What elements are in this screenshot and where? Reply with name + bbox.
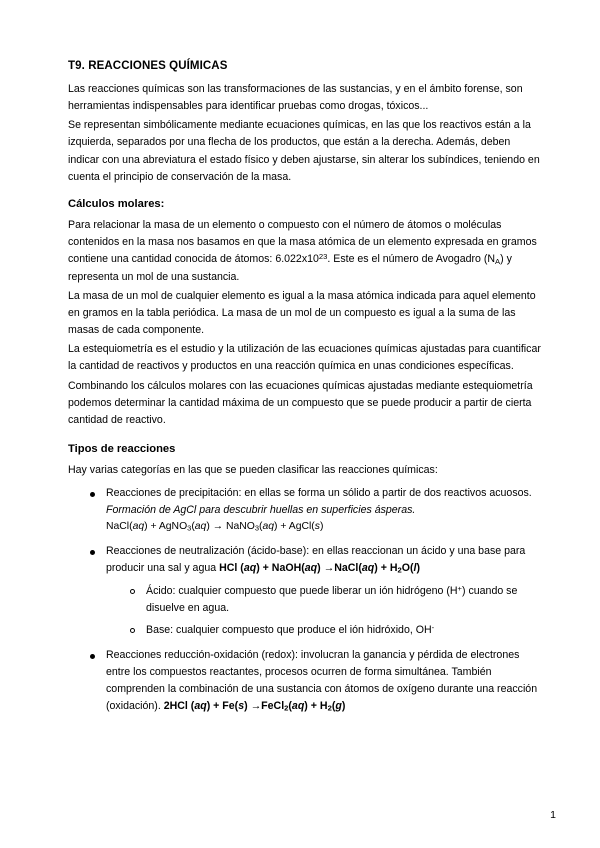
eq-part: ( <box>259 521 263 533</box>
eq-part: ( <box>331 699 336 712</box>
tipos-intro-paragraph: Hay varias categorías en las que se pueden clasificar las reacciones químicas: <box>68 464 438 477</box>
eq-part: ( <box>191 521 195 533</box>
eq-part: ) <box>341 699 346 712</box>
molar-p1-text-b: . Este es el número de Avogadro (N <box>327 253 496 266</box>
eq-state: aq <box>361 562 375 575</box>
precipitation-text: Reacciones de precipitación: en ellas se forma un sólido a partir de dos reactivos acuosos. <box>106 487 532 500</box>
list-item <box>90 543 544 639</box>
acido-text-b: ) cuando se disuelve en agua. <box>146 584 518 614</box>
molar-section <box>68 217 544 429</box>
eq-state: aq <box>132 521 145 533</box>
eq-part: ) <box>416 562 421 575</box>
redox-equation <box>164 700 346 712</box>
eq-part: ) + H <box>374 562 398 575</box>
molar-p1-text-a: Para relacionar la masa de un elemento o compuesto con el número de átomos o moléculas contenidos en la masa nos basamos en que la masa atómica de un elemento expresada en gramos contiene una cantidad conocida de átomos: 6.022x10 <box>68 218 537 266</box>
eq-subscript: 2 <box>397 566 402 576</box>
intro-paragraph-2: Se representan simbólicamente mediante ecuaciones químicas, en las que los reactivos están a la izquierda, separados por una flecha de los productos, que están a la derecha. Además, deben indicar con una abreviatura el estado físico y deben ajustarse, sin alterar los subíndices, teniendo en cuenta el principio de conservación de la masa. <box>68 119 540 183</box>
molar-paragraph-1 <box>68 217 544 286</box>
molar-paragraph-3: La estequiometría es el estudio y la utilización de las ecuaciones químicas ajustadas para cuantificar la cantidad de reactivos y productos en una reacción química en unas condiciones específicas. <box>68 343 541 373</box>
eq-state: g <box>335 699 342 712</box>
base-text-a: Base: cualquier compuesto que produce el ión hidróxido, OH <box>146 624 432 637</box>
molar-paragraph-2: La masa de un mol de cualquier elemento es igual a la masa atómica indicada para aquel elemento en gramos en la tabla periódica. La masa de un mol de un compuesto es igual a la suma de las masas de cada componente. <box>68 289 536 337</box>
section-heading-tipos: Tipos de reacciones <box>68 443 176 456</box>
acido-superscript: + <box>457 583 462 593</box>
list-item <box>90 485 544 536</box>
molar-paragraph-4: Combinando los cálculos molares con las ecuaciones químicas ajustadas mediante estequiometría podemos determinar la cantidad máxima de un compuesto que se puede producir a partir de cierta cantidad de reactivo. <box>68 379 533 426</box>
eq-part: ) + Fe( <box>206 699 239 712</box>
list-item <box>90 647 544 716</box>
eq-state: s <box>314 521 320 533</box>
eq-state: aq <box>291 699 305 712</box>
eq-part: O( <box>401 562 414 575</box>
section-heading-molar: Cálculos molares: <box>68 197 165 210</box>
molar-p1-exponent: 23 <box>318 252 328 262</box>
eq-state: aq <box>194 699 207 712</box>
eq-subscript: 3 <box>254 524 259 534</box>
page-title: T9. REACCIONES QUÍMICAS <box>68 60 228 72</box>
eq-part: ) →NaCl( <box>317 562 362 575</box>
eq-part: ) + AgCl( <box>274 521 315 533</box>
eq-part: ) + H <box>304 699 328 712</box>
page-number: 1 <box>550 809 556 821</box>
base-superscript: - <box>431 623 435 633</box>
eq-state: aq <box>304 562 318 575</box>
eq-state: s <box>238 699 245 712</box>
eq-state: aq <box>194 521 207 533</box>
eq-part: HCl ( <box>219 562 244 575</box>
eq-part: ) + NaOH( <box>256 562 305 575</box>
intro-section <box>68 81 544 186</box>
eq-subscript: 2 <box>284 703 289 713</box>
precipitation-italic-note: Formación de AgCl para descubrir huellas en superficies ásperas. <box>106 504 416 517</box>
eq-state: aq <box>243 562 257 575</box>
redox-text: Reacciones reducción-oxidación (redox): involucran la ganancia y pérdida de electrones entre los compuestos reactantes, procesos ocurren de forma simultánea. También comprenden la combinación de una sustancia con átomos de oxígeno durante una reacción (oxidación). <box>106 648 538 712</box>
eq-subscript: 3 <box>187 524 192 534</box>
list-item <box>130 583 544 618</box>
eq-part: ) →FeCl <box>244 699 285 712</box>
reaction-types-list <box>68 485 544 715</box>
eq-state: aq <box>262 521 275 533</box>
neutralization-equation <box>219 562 420 574</box>
acido-text-a: Ácido: cualquier compuesto que puede liberar un ión hidrógeno (H <box>146 584 458 597</box>
eq-part: ) <box>319 521 324 533</box>
eq-part: ) → NaNO <box>206 521 255 533</box>
molar-p1-text-c: ) y representa un mol de una sustancia. <box>68 253 512 283</box>
eq-part: NaCl( <box>106 521 133 533</box>
eq-part: ) + AgNO <box>144 521 188 533</box>
molar-p1-subscript: A <box>495 257 501 267</box>
intro-paragraph-1: Las reacciones químicas son las transformaciones de las sustancias, y en el ámbito forense, son herramientas indispensables para identificar pruebas como drogas, tóxicos... <box>68 83 523 113</box>
eq-subscript: 2 <box>327 703 332 713</box>
eq-part: 2HCl ( <box>163 699 195 712</box>
precipitation-equation <box>106 519 544 536</box>
eq-part: ( <box>288 699 292 712</box>
neutralization-sublist <box>106 583 544 640</box>
neutralization-text: Reacciones de neutralización (ácido-base): en ellas reaccionan un ácido y una base para producir una sal y agua <box>106 545 526 575</box>
eq-state: l <box>413 562 417 575</box>
list-item <box>130 622 544 639</box>
